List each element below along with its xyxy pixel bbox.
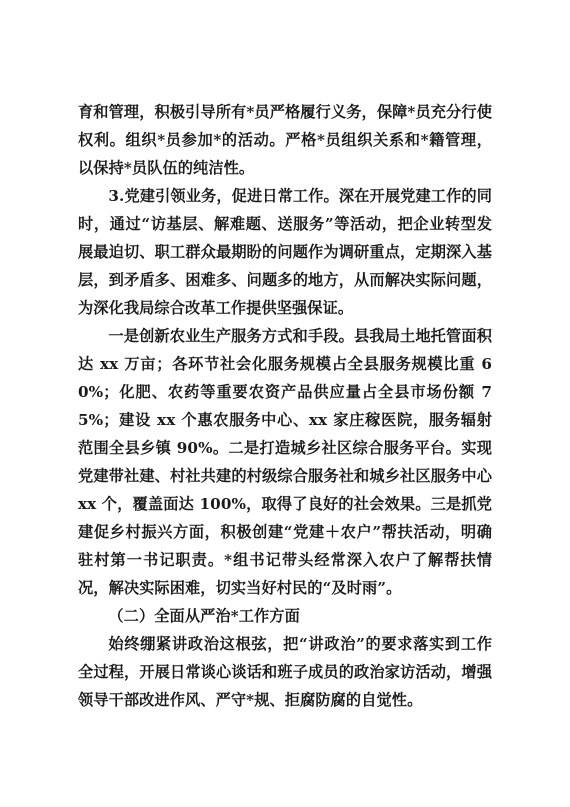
section-heading: （二）全面从严治*工作方面 — [108, 607, 300, 625]
paragraph-continuation: 育和管理，积极引导所有*员严格履行义务，保障*员充分行使权利。组织*员参加*的活动。严格*员组织关系和*籍管理，以保持*员队伍的纯洁性。 — [78, 103, 492, 177]
paragraph-agricultural-services: 一是创新农业生产服务方式和手段。县我局土地托管面积达 xx 万亩；各环节社会化服务规模占全县服务规模比重 60%；化肥、农药等重要农资产品供应量占全县市场份额 75%；建设 xx 个惠农服务中心、xx 家庄稼医院，服务辐射范围全县乡镇 90%。二是打造城乡社区综合服务平台。实现党建带社建、村社共建的村级综合服务社和城乡社区服务中心 xx 个，覆盖面达 100%，取得了良好的社会效果。三是抓党建促乡村振兴方面，积极创建“党建＋农户”帮扶活动，明确驻村第一书记职责。*组书记带头经常深入农户了解帮扶情况，解决实际困难，切实当好村民的“及时雨”。 — [78, 327, 492, 597]
paragraph-politics: 始终绷紧讲政治这根弦，把“讲政治”的要求落实到工作全过程，开展日常谈心谈话和班子成员的政治家访活动，增强领导干部改进作风、严守*规、拒腐防腐的自觉性。 — [78, 635, 492, 709]
paragraph-party-building-business: 3.党建引领业务，促进日常工作。深在开展党建工作的同时，通过“访基层、解难题、送服务”等活动，把企业转型发展最迫切、职工群众最期盼的问题作为调研重点，定期深入基层，到矛盾多、困难多、问题多的地方，从而解决实际问题，为深化我局综合改革工作提供坚强保证。 — [78, 187, 492, 317]
